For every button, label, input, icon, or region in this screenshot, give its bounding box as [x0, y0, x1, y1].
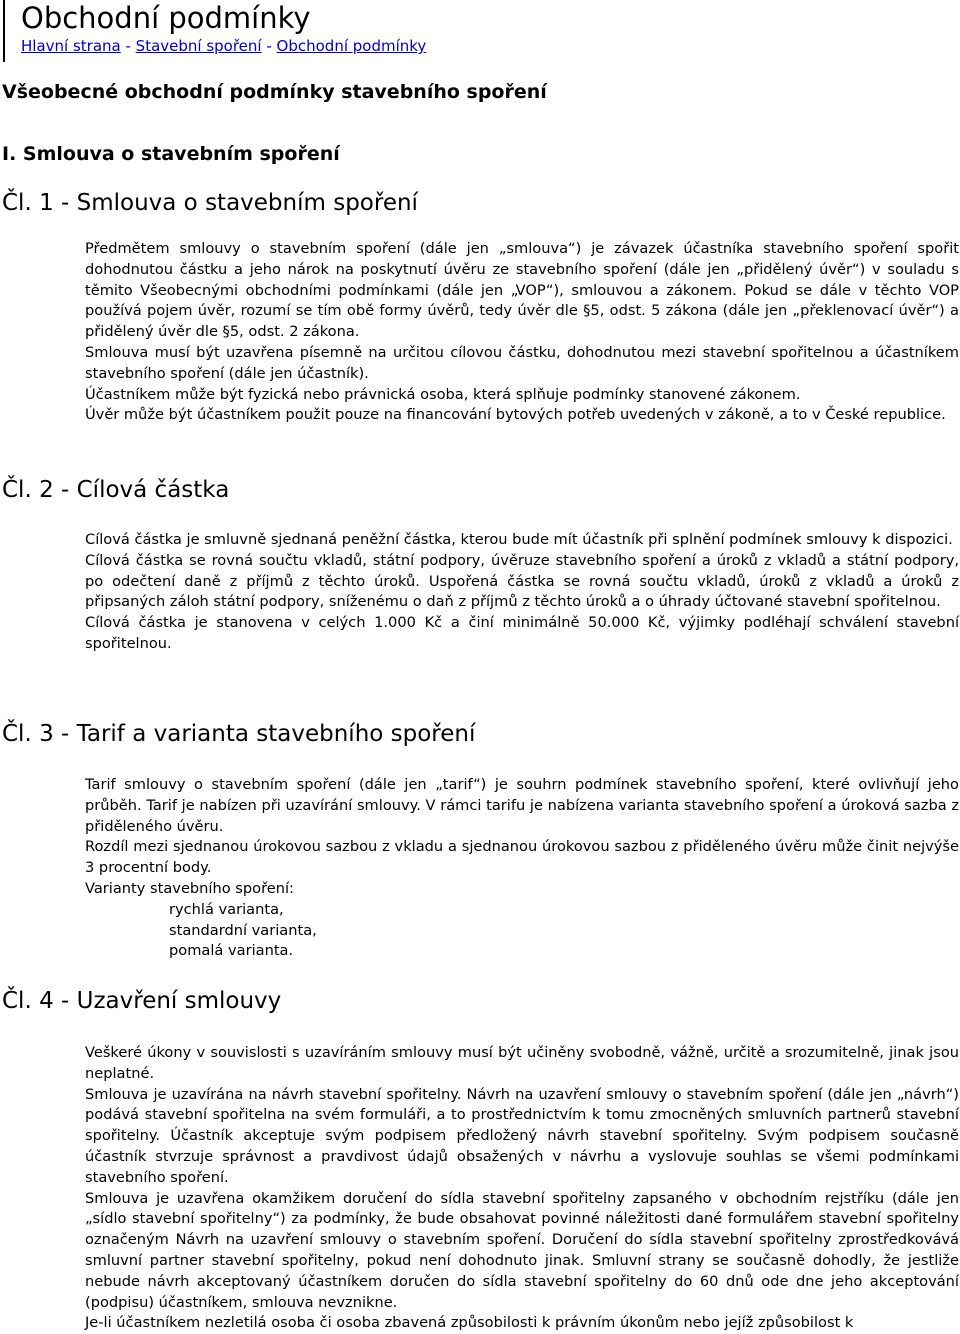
breadcrumb-link-current[interactable]: Obchodní podmínky	[276, 37, 427, 55]
page-title: Obchodní podmínky	[21, 1, 311, 35]
article-3-title: Čl. 3 - Tarif a varianta stavebního spoření	[2, 721, 476, 747]
article-paragraph: Cílová částka se rovná součtu vkladů, státní podpory, úvěruze stavebního spoření a úroků z vkladů a státní podpory, po odečtení daně z příjmů z těchto úroků. Uspořená částka se rovná součtu vkladů, úroků z vkladů a úroků z připsaných záloh státní podpory, sníženému o daň z příjmů z těchto úroků a o úhrady účtované stavební spořitelnou.	[85, 551, 959, 611]
article-paragraph: Tarif smlouvy o stavebním spoření (dále jen „tarif“) je souhrn podmínek stavebního spoření, které ovlivňují jeho průběh. Tarif je nabízen při uzavírání smlouvy. V rámci tarifu je nabízena varianta stavebního spoření a úroková sazba z přiděleného úvěru.	[85, 776, 959, 835]
breadcrumb-separator: -	[261, 37, 277, 55]
article-3-body	[85, 775, 959, 962]
article-paragraph: Cílová částka je smluvně sjednaná peněžní částka, kterou bude mít účastník při splnění podmínek smlouvy k dispozici.	[85, 531, 953, 548]
article-paragraph: Smlouva musí být uzavřena písemně na určitou cílovou částku, dohodnutou mezi stavební spořitelnou a účastníkem stavebního spoření (dále jen účastník).	[85, 343, 959, 382]
page-header	[3, 0, 505, 62]
article-paragraph: Smlouva je uzavírána na návrh stavební spořitelny. Návrh na uzavření smlouvy o stavebním spoření (dále jen „návrh“) podává stavební spořitelna na svém formuláři, a to prostřednictvím k tomu zmocněných smluvních partnerů stavební spořitelny. Účastník akceptuje svým podpisem předložený návrh stavební spořitelny. Svým podpisem současně účastník stvrzuje správnost a pravdivost údajů obsažených v návrhu a vyslovuje souhlas se všemi podmínkami stavebního spoření.	[85, 1085, 959, 1186]
variant-list	[85, 900, 959, 962]
article-4-body	[85, 1043, 959, 1334]
article-paragraph: Veškeré úkony v souvislosti s uzavíráním smlouvy musí být učiněny svobodně, vážně, určitě a srozumitelně, jinak jsou neplatné.	[85, 1044, 959, 1082]
document-title: Všeobecné obchodní podmínky stavebního spoření	[2, 81, 547, 103]
article-paragraph: Úvěr může být účastníkem použit pouze na financování bytových potřeb uvedených v zákoně, a to v České republice.	[85, 406, 946, 424]
list-item: pomalá varianta.	[169, 942, 294, 960]
article-1-title: Čl. 1 - Smlouva o stavebním spoření	[2, 190, 418, 216]
article-1-body	[85, 239, 959, 426]
list-item: rychlá varianta,	[169, 900, 284, 918]
breadcrumb-link-home[interactable]: Hlavní strana	[21, 37, 121, 55]
part-title: I. Smlouva o stavebním spoření	[2, 143, 340, 165]
article-paragraph: Je-li účastníkem nezletilá osoba či osoba zbavená způsobilosti k právním úkonům nebo jejíž způsobilost k	[85, 1314, 854, 1332]
article-paragraph: Předmětem smlouvy o stavebním spoření (dále jen „smlouva“) je závazek účastníka stavebního spoření spořit dohodnutou částku a jeho nárok na poskytnutí úvěru ze stavebního spoření (dále jen „přidělený úvěr“) v souladu s těmito Všeobecnými obchodními podmínkami (dále jen „VOP“), smlouvou a zákonem. Pokud se dále v těchto VOP používá pojem úvěr, rozumí se tím obě formy úvěrů, tedy úvěr dle §5, odst. 5 zákona (dále jen „překlenovací úvěr“) a přidělený úvěr dle §5, odst. 2 zákona.	[85, 240, 959, 341]
article-4-title: Čl. 4 - Uzavření smlouvy	[2, 988, 282, 1014]
article-paragraph: Cílová částka je stanovena v celých 1.000 Kč a činí minimálně 50.000 Kč, výjimky podléhají schválení stavební spořitelnou.	[85, 614, 959, 652]
article-paragraph: Účastníkem může být fyzická nebo právnická osoba, která splňuje podmínky stanovené zákonem.	[85, 385, 801, 403]
article-paragraph: Smlouva je uzavřena okamžikem doručení do sídla stavební spořitelny zapsaného v obchodním rejstříku (dále jen „sídlo stavební spořitelny“) za podmínky, že bude obsahovat povinné náležitosti dané formulářem stavební spořitelny označeným Návrh na uzavření smlouvy o stavebním spoření. Doručení do sídla stavební spořitelny zprostředkovává smluvní partner stavební spořitelny, pokud není dohodnuto jinak. Smluvní strany se současně dohodly, že jestliže nebude návrh akceptovaný účastníkem doručen do sídla stavební spořitelny do 60 dnů ode dne jeho akceptování (podpisu) účastníkem, smlouva nevznikne.	[85, 1189, 959, 1311]
article-2-body	[85, 530, 959, 655]
list-item: standardní varianta,	[169, 921, 317, 939]
breadcrumb-separator: -	[120, 37, 136, 55]
breadcrumb	[21, 36, 426, 56]
article-2-title: Čl. 2 - Cílová částka	[2, 477, 230, 503]
article-paragraph: Rozdíl mezi sjednanou úrokovou sazbou z vkladu a sjednanou úrokovou sazbou z přiděleného úvěru může činit nejvýše 3 procentní body.	[85, 838, 959, 877]
breadcrumb-link-section[interactable]: Stavební spoření	[135, 37, 262, 55]
article-paragraph: Varianty stavebního spoření:	[85, 879, 294, 897]
